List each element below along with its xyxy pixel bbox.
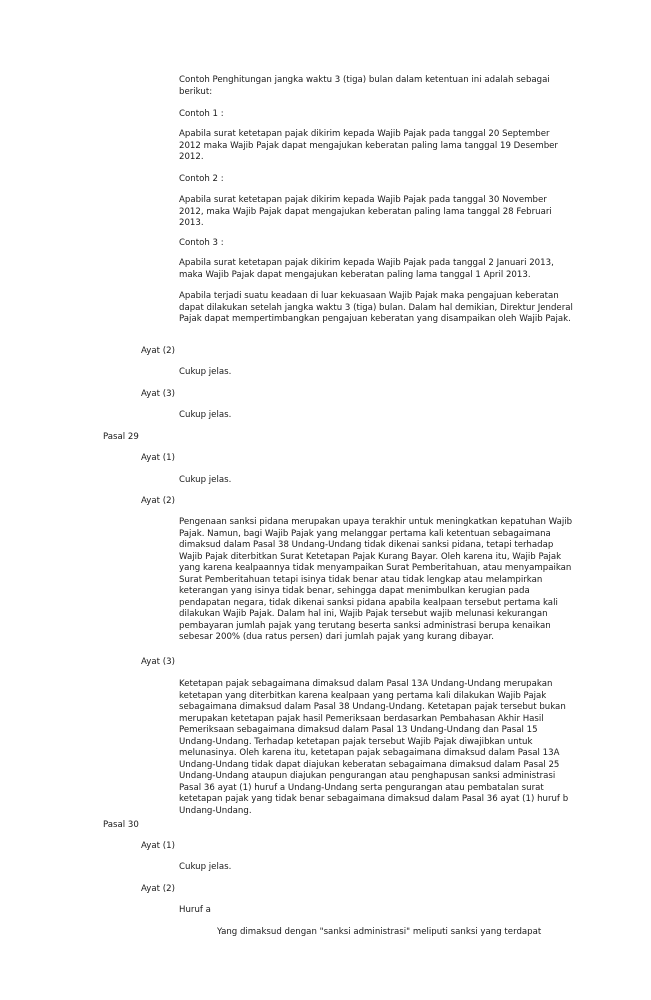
huruf-a-text: Yang dimaksud dengan "sanksi administrasi" meliputi sanksi yang terdapat (217, 927, 542, 937)
ayat-2-label: Ayat (2) (141, 346, 175, 356)
pasal-29-ayat-1-text: Cukup jelas. (179, 475, 232, 485)
ayat-3-label: Ayat (3) (141, 389, 175, 399)
pasal-29-ayat-1-label: Ayat (1) (141, 453, 175, 463)
contoh-3-label: Contoh 3 : (179, 238, 224, 248)
contoh-1-label: Contoh 1 : (179, 109, 224, 119)
pasal-29-ayat-3-label: Ayat (3) (141, 657, 175, 667)
ayat-2-text: Cukup jelas. (179, 367, 232, 377)
contoh-2-text: Apabila surat ketetapan pajak dikirim kepada Wajib Pajak pada tanggal 30 November 2012, maka Wajib Pajak dapat mengajukan keberatan paling lama tanggal 28 Februari 2013. (179, 195, 552, 228)
contoh-2-label: Contoh 2 : (179, 174, 224, 184)
intro-paragraph: Contoh Penghitungan jangka waktu 3 (tiga) bulan dalam ketentuan ini adalah sebagai berikut: (179, 75, 550, 97)
pasal-29-ayat-3-text: Ketetapan pajak sebagaimana dimaksud dalam Pasal 13A Undang-Undang merupakan ketetapan yang diterbitkan karena kealpaan yang pertama kali dilakukan Wajib Pajak sebagaimana dimaksud dalam Pasal 38 Undang-Undang. Ketetapan pajak tersebut bukan merupakan ketetapan pajak hasil Pemeriksaan berdasarkan Pembahasan Akhir Hasil Pemeriksaan sebagaimana dimaksud dalam Pasal 13 Undang-Undang dan Pasal 15 Undang-Undang. Terhadap ketetapan pajak tersebut Wajib Pajak diwajibkan untuk melunasinya. Oleh karena itu, ketetapan pajak sebagaimana dimaksud dalam Pasal 13A Undang-Undang tidak dapat diajukan keberatan sebagaimana dimaksud dalam Pasal 25 Undang-Undang ataupun diajukan pengurangan atau penghapusan sanksi administrasi Pasal 36 ayat (1) huruf a Undang-Undang serta pengurangan atau pembatalan surat ketetapan pajak yang tidak benar sebagaimana dimaksud dalam Pasal 36 ayat (1) huruf b Undang-Undang. (179, 679, 569, 816)
keadaan-paragraph: Apabila terjadi suatu keadaan di luar kekuasaan Wajib Pajak maka pengajuan keberatan dapat dilakukan setelah jangka waktu 3 (tiga) bulan. Dalam hal demikian, Direktur Jenderal Pajak dapat mempertimbangkan pengajuan keberatan yang disampaikan oleh Wajib Pajak. (179, 291, 573, 324)
pasal-30-heading: Pasal 30 (103, 820, 139, 830)
pasal-30-ayat-1-label: Ayat (1) (141, 841, 175, 851)
contoh-3-text: Apabila surat ketetapan pajak dikirim kepada Wajib Pajak pada tanggal 2 Januari 2013, maka Wajib Pajak dapat mengajukan keberatan paling lama tanggal 1 April 2013. (179, 258, 554, 280)
huruf-a-label: Huruf a (179, 905, 211, 915)
pasal-29-heading: Pasal 29 (103, 432, 139, 442)
pasal-30-ayat-2-label: Ayat (2) (141, 884, 175, 894)
pasal-30-ayat-1-text: Cukup jelas. (179, 862, 232, 872)
ayat-3-text: Cukup jelas. (179, 410, 232, 420)
pasal-29-ayat-2-label: Ayat (2) (141, 496, 175, 506)
contoh-1-text: Apabila surat ketetapan pajak dikirim kepada Wajib Pajak pada tanggal 20 September 2012 maka Wajib Pajak dapat mengajukan keberatan paling lama tanggal 19 Desember 2012. (179, 129, 558, 162)
pasal-29-ayat-2-text: Pengenaan sanksi pidana merupakan upaya terakhir untuk meningkatkan kepatuhan Wajib Pajak. Namun, bagi Wajib Pajak yang melanggar pertama kali ketentuan sebagaimana dimaksud dalam Pasal 38 Undang-Undang tidak dikenai sanksi pidana, tetapi terhadap Wajib Pajak diterbitkan Surat Ketetapan Pajak Kurang Bayar. Oleh karena itu, Wajib Pajak yang karena kealpaannya tidak menyampaikan Surat Pemberitahuan, atau menyampaikan Surat Pemberitahuan tetapi isinya tidak benar atau tidak lengkap atau melampirkan keterangan yang isinya tidak benar, sehingga dapat menimbulkan kerugian pada pendapatan negara, tidak dikenai sanksi pidana apabila kealpaan tersebut pertama kali dilakukan Wajib Pajak. Dalam hal ini, Wajib Pajak tersebut wajib melunasi kekurangan pembayaran jumlah pajak yang terutang beserta sanksi administrasi berupa kenaikan sebesar 200% (dua ratus persen) dari jumlah pajak yang kurang dibayar. (179, 517, 573, 642)
